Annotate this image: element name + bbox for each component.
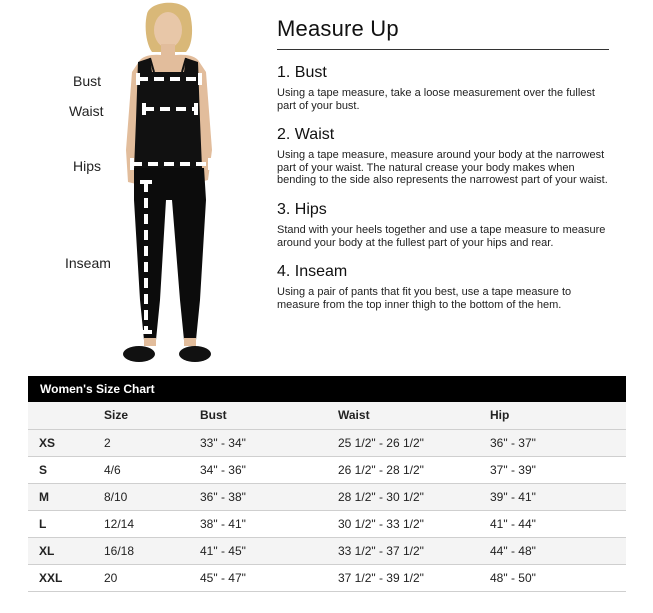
waist-value: 25 1/2" - 26 1/2" (338, 435, 424, 450)
size-value: 20 (104, 570, 118, 585)
waist-value: 30 1/2" - 33 1/2" (338, 516, 424, 531)
table-row (28, 564, 626, 591)
hip-value: 37" - 39" (490, 462, 536, 477)
table-row (28, 483, 626, 510)
waist-value: 37 1/2" - 39 1/2" (338, 570, 424, 585)
step-text: Stand with your heels together and use a tape measure to measure around your body at the fullest part of your hips and rear. (277, 223, 606, 249)
hip-value: 48" - 50" (490, 570, 536, 585)
size-value: 12/14 (104, 516, 135, 531)
measure-instructions (277, 0, 609, 311)
bust-value: 33" - 34" (200, 435, 246, 450)
step-text: Using a tape measure, measure around your body at the narrowest part of your waist. The natural crease your body makes when bending to the side also represents the narrowest part of your waist. (277, 149, 608, 187)
column-header-hip: Hip (490, 408, 510, 423)
size-value: 4/6 (104, 462, 121, 477)
waist-value: 26 1/2" - 28 1/2" (338, 462, 424, 477)
size-code: XS (39, 435, 56, 450)
step-waist (277, 126, 609, 187)
size-value: 2 (104, 435, 111, 450)
step-heading: 1. Bust (277, 64, 327, 81)
table-header-row (28, 402, 626, 429)
step-inseam (277, 263, 609, 311)
step-hips (277, 201, 609, 249)
measure-title: Measure Up (277, 16, 609, 50)
column-header-bust: Bust (200, 408, 227, 423)
size-code: L (39, 516, 47, 531)
hips-label: Hips (73, 158, 102, 174)
size-value: 8/10 (104, 489, 128, 504)
size-code: M (39, 489, 49, 504)
size-chart (28, 376, 626, 593)
table-row (28, 429, 626, 456)
step-heading: 3. Hips (277, 200, 327, 218)
column-header-label (28, 402, 104, 429)
size-code: XL (39, 543, 55, 558)
bust-value: 36" - 38" (200, 489, 246, 504)
waist-value: 33 1/2" - 37 1/2" (338, 543, 424, 558)
inseam-label: Inseam (65, 255, 111, 271)
bust-value: 38" - 41" (200, 516, 246, 531)
bust-value: 34" - 36" (200, 462, 246, 477)
waist-value: 28 1/2" - 30 1/2" (338, 489, 424, 504)
size-code: S (39, 462, 48, 477)
hip-value: 41" - 44" (490, 516, 536, 531)
step-text: Using a pair of pants that fit you best, use a tape measure to measure from the top inner thigh to the bottom of the hem. (277, 286, 572, 311)
size-value: 16/18 (104, 543, 135, 558)
bust-value: 41" - 45" (200, 543, 246, 558)
hip-value: 36" - 37" (490, 435, 536, 450)
model-illustration (0, 0, 270, 372)
size-chart-title: Women's Size Chart (28, 376, 626, 402)
table-row (28, 456, 626, 483)
bust-label: Bust (73, 73, 102, 89)
table-row (28, 537, 626, 564)
size-code: XXL (39, 570, 63, 585)
bust-value: 45" - 47" (200, 570, 246, 585)
table-row (28, 510, 626, 537)
hip-value: 39" - 41" (490, 489, 536, 504)
column-header-waist: Waist (338, 408, 370, 423)
model-figure (0, 0, 270, 372)
step-bust (277, 64, 609, 112)
step-text: Using a tape measure, take a loose measurement over the fullest part of your bust. (277, 87, 595, 112)
step-heading: 2. Waist (277, 126, 335, 144)
hip-value: 44" - 48" (490, 543, 536, 558)
waist-label: Waist (69, 103, 104, 119)
step-heading: 4. Inseam (277, 263, 348, 281)
column-header-size: Size (104, 408, 129, 423)
size-chart-table (28, 402, 626, 592)
